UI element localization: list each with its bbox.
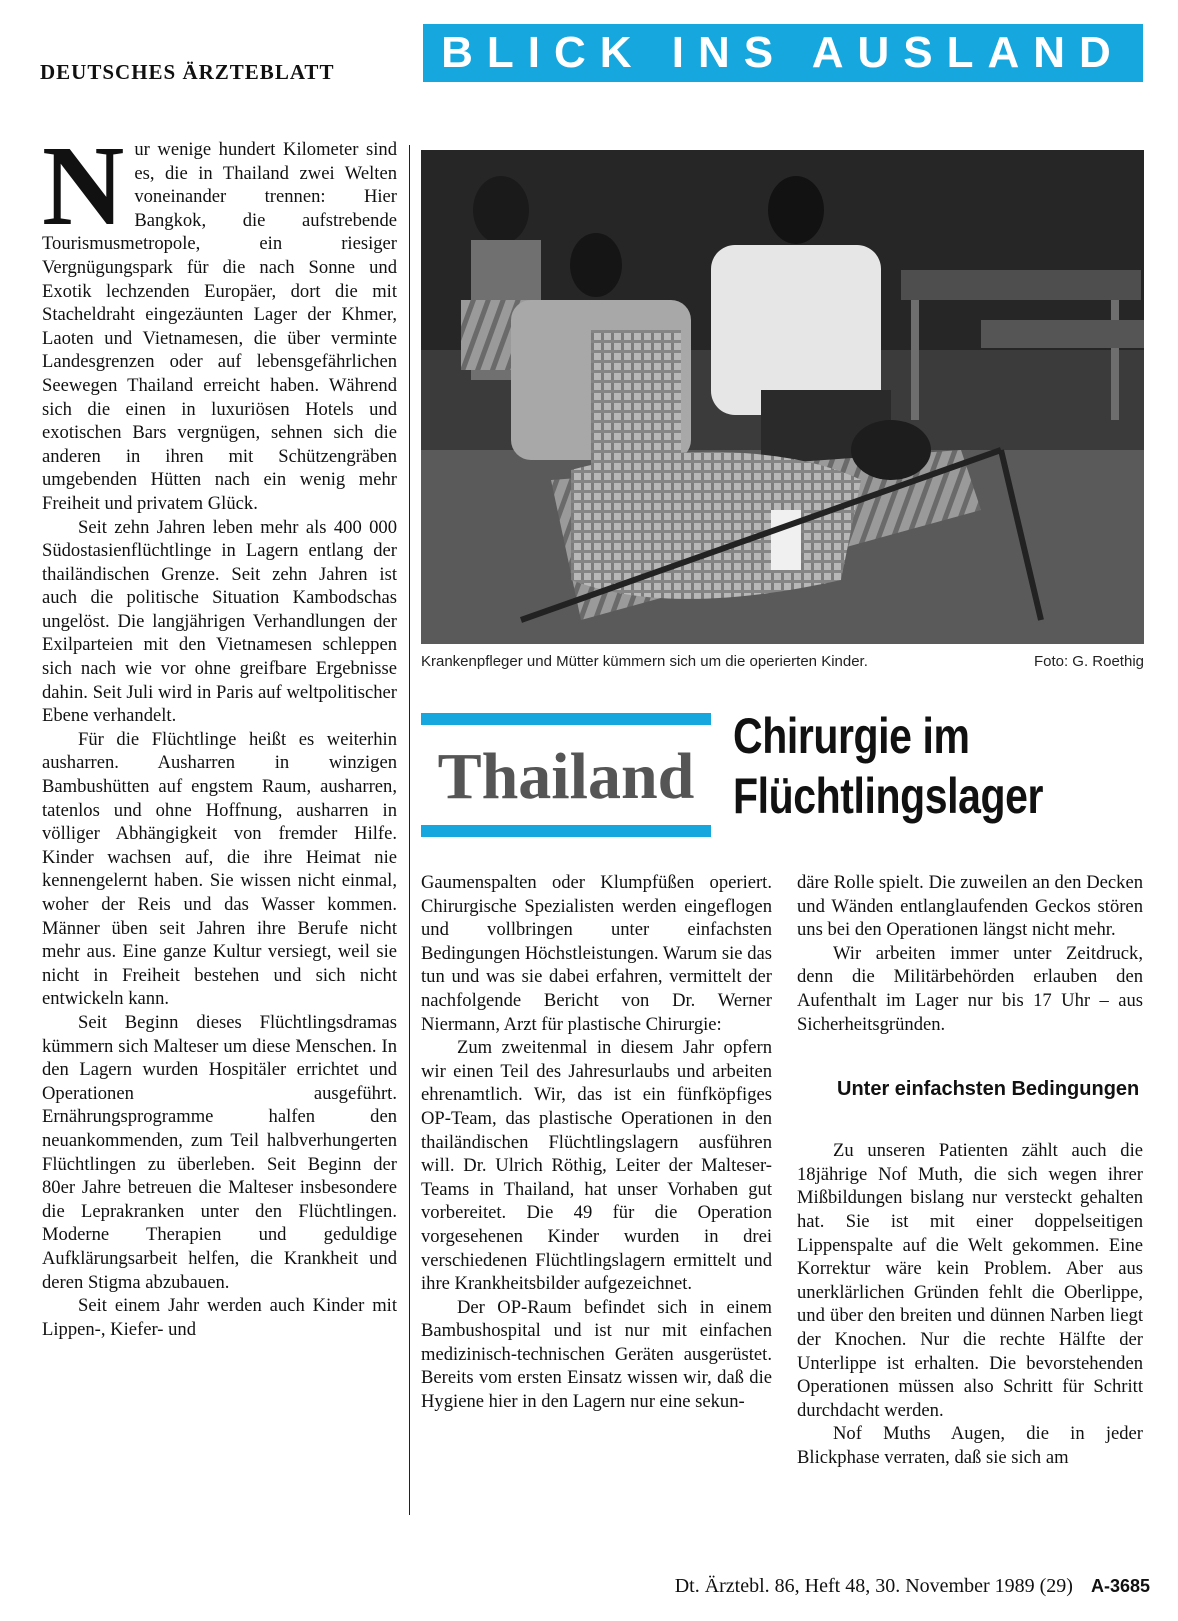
title-rule-top — [421, 713, 711, 725]
article-column-3 — [797, 871, 1143, 1469]
drop-cap: N — [42, 122, 125, 249]
page-number: A-3685 — [1090, 1576, 1150, 1596]
paragraph: Zum zweitenmal in diesem Jahr opfern wir einen Teil des Jahresurlaubs und arbeiten ehrenamtlich. Wir, das ist ein fünfköpfiges OP-Team, das plastische Operationen in den thailändischen Flüchtlingslagern ausführen will. Dr. Ulrich Röthig, Leiter der Malteser-Teams in Thailand, hat unser Vorhaben gut vorbereitet. Die 49 für die Operation vorgesehenen Kinder wurden in drei verschiedenen Flüchtlingslagern ermittelt und ihre Krankheitsbilder aufgezeichnet. — [421, 1037, 772, 1295]
paragraph: Für die Flüchtlinge heißt es weiterhin ausharren. Ausharren in winzigen Bambushütten auf engstem Raum, ausharren, tatenlos und ohne Hoffnung, ausharren in völliger Abhängigkeit von fremder Hilfe. Kinder wachsen auf, die ihre Heimat nie kennengelernt haben. Sie wissen nicht einmal, woher der Reis und das Wasser kommen. Männer üben seit Jahren ihre Berufe nicht mehr aus. Eine ganze Kultur versiegt, weil sie nicht in Freiheit bestehen und sich nicht entwickeln kann. — [42, 728, 397, 1010]
caption-text: Krankenpfleger und Mütter kümmern sich um die operierten Kinder. — [421, 653, 868, 670]
country-title — [421, 713, 711, 837]
publication-name: DEUTSCHES ÄRZTEBLATT — [40, 60, 335, 84]
photo-caption — [421, 653, 1144, 670]
paragraph: däre Rolle spielt. Die zuweilen an den Decken und Wänden entlanglaufenden Geckos stören uns bei den Operationen längst nicht mehr. — [797, 872, 1143, 941]
column-divider — [409, 145, 410, 1515]
page-footer — [560, 1575, 1150, 1598]
paragraph: Seit Beginn dieses Flüchtlingsdramas kümmern sich Malteser um diese Menschen. In den Lagern wurden Hospitäler errichtet und Operationen ausgeführt. Ernährungsprogramme halfen den neuankommenden, zum Teil halbverhungerten Flüchtlingen zu überleben. Seit Beginn der 80er Jahre betreuen die Malteser insbesondere die Leprakranken unter den Flüchtlingen. Moderne Therapien und geduldige Aufklärungsarbeit helfen, die Krankheit und deren Stigma abzubauen. — [42, 1011, 397, 1293]
paragraph: Zu unseren Patienten zählt auch die 18jährige Nof Muth, die sich wegen ihrer Mißbildungen bislang nur versteckt gehalten hat. Sie ist mit einer doppelseitigen Lippenspalte auf die Welt gekommen. Eine Korrektur wäre kein Problem. Aber aus unerklärlichen Gründen fehlt die Oberlippe, und über den breiten und dünnen Narben liegt der Knochen. Nur die rechte Hälfte der Unterlippe ist erhalten. Die bevorstehenden Operationen müssen also Schritt für Schritt durchdacht werden. — [797, 1140, 1143, 1421]
paragraph: ur wenige hundert Kilometer sind es, die in Thailand zwei Welten voneinander trennen: Hier Bangkok, die aufstrebende Tourismusmetropole, ein riesiger Vergnügungspark für die nach Sonne und Exotik lechzenden Europäer, dort die mit Stacheldraht eingezäunten Lager der Khmer, Laoten und Vietnamesen, die über verminte Landesgrenzen oder auf lebensgefährlichen Seewegen Thailand erreicht haben. Während sich die einen in luxuriösen Hotels und exotischen Bars vergnügen, sehnen sich die anderen in ihren mit Schützengräben umgebenden Hütten nach ein wenig mehr Freiheit und privatem Glück. — [42, 139, 397, 514]
article-photo — [421, 150, 1144, 644]
photo-credit: Foto: G. Roethig — [1033, 653, 1144, 670]
paragraph: Der OP-Raum befindet sich in einem Bambushospital und ist nur mit einfachen medizinisch-technischen Geräten ausgerüstet. Bereits vom ersten Einsatz wissen wir, daß die Hygiene hier in den Lagern nur eine sekun- — [421, 1296, 772, 1413]
paragraph: Gaumenspalten oder Klumpfüßen operiert. Chirurgische Spezialisten werden eingeflogen und vollbringen unter einfachsten Bedingungen Höchstleistungen. Warum sie das tun und was sie dabei erfahren, vermittelt der nachfolgende Bericht von Dr. Werner Niermann, Arzt für plastische Chirurgie: — [421, 872, 772, 1035]
article-headline — [733, 706, 1077, 826]
headline-line: Flüchtlingslager — [733, 768, 1044, 824]
paragraph: Seit einem Jahr werden auch Kinder mit Lippen-, Kiefer- und — [42, 1295, 397, 1340]
country-label: Thailand — [437, 740, 695, 813]
photo-illustration — [421, 150, 1144, 644]
headline-line: Chirurgie im — [733, 708, 970, 764]
paragraph: Nof Muths Augen, die in jeder Blickphase verraten, daß sie sich am — [797, 1423, 1143, 1468]
article-column-1 — [42, 122, 397, 1341]
citation: Dt. Ärztebl. 86, Heft 48, 30. November 1989 (29) — [674, 1575, 1073, 1597]
article-column-2 — [421, 871, 772, 1414]
section-banner: BLICK INS AUSLAND — [423, 24, 1143, 82]
paragraph: Wir arbeiten immer unter Zeitdruck, denn die Militärbehörden erlauben den Aufenthalt im Lager nur bis 17 Uhr – aus Sicherheitsgründen. — [797, 942, 1143, 1035]
section-subheading: Unter einfachsten Bedingungen — [837, 1078, 1140, 1101]
paragraph: Seit zehn Jahren leben mehr als 400 000 Südostasienflüchtlinge in Lagern entlang der thailändischen Grenze. Seit zehn Jahren ist auch die politische Situation Kambodschas ungelöst. Die langjährigen Verhandlungen der Exilparteien mit den Vietnamesen schleppen sich nach wie vor ohne greifbare Ergebnisse dahin. Seit Juli wird in Paris auf weltpolitischer Ebene verhandelt. — [42, 516, 397, 727]
title-rule-bottom — [421, 825, 711, 837]
